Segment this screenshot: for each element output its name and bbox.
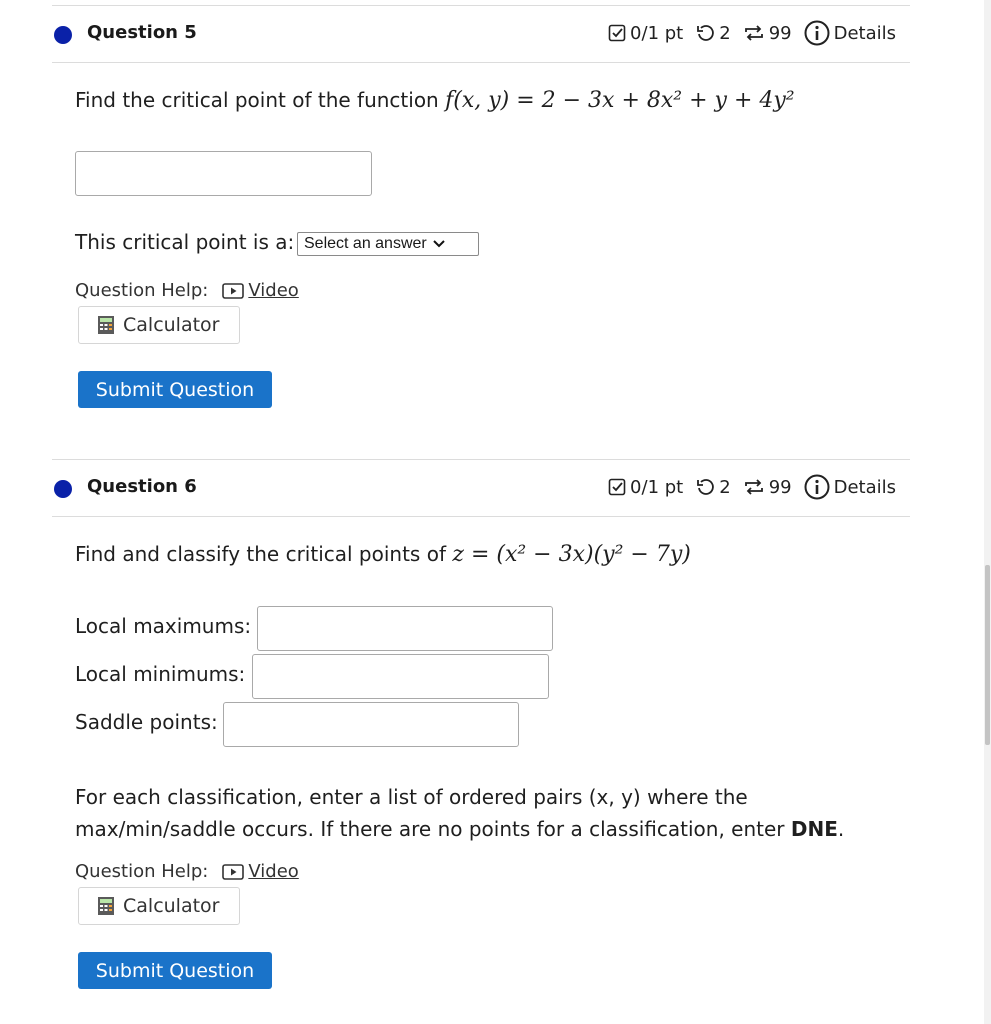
checkbox-icon — [608, 478, 626, 496]
dne-keyword: DNE — [790, 817, 838, 841]
status-dot — [54, 480, 72, 498]
info-icon — [804, 20, 830, 46]
classification-select[interactable]: Select an answer — [297, 232, 479, 256]
saddle-input[interactable] — [223, 702, 519, 747]
chevron-down-icon — [433, 240, 445, 248]
calculator-icon — [97, 315, 115, 335]
critical-point-input[interactable] — [75, 151, 372, 196]
question-title: Question 6 — [87, 476, 197, 497]
video-icon — [222, 864, 244, 880]
question-5-prompt: Find the critical point of the function f(x, y) = 2 − 3x + 8x² + y + 4y² — [75, 88, 795, 113]
details-button[interactable]: Details — [804, 20, 896, 46]
details-button[interactable]: Details — [804, 474, 896, 500]
points-indicator: 0/1 pt — [608, 23, 683, 44]
video-link[interactable]: Video — [222, 280, 298, 301]
local-max-label: Local maximums: — [75, 614, 252, 638]
attempts-indicator: 99 — [743, 477, 792, 498]
question-help: Question Help: Video — [75, 280, 299, 301]
question-6-header — [52, 459, 910, 517]
question-5-header — [52, 5, 910, 63]
submit-button[interactable]: Submit Question — [78, 952, 272, 989]
calculator-button[interactable]: Calculator — [78, 887, 240, 925]
retries-indicator: 2 — [695, 477, 730, 498]
retries-indicator: 2 — [695, 23, 730, 44]
local-min-label: Local minimums: — [75, 662, 246, 686]
scrollbar-thumb[interactable] — [985, 565, 990, 745]
classification-label: This critical point is a: — [75, 230, 295, 254]
question-meta — [600, 20, 896, 46]
question-help: Question Help: Video — [75, 861, 299, 882]
calculator-icon — [97, 896, 115, 916]
status-dot — [54, 26, 72, 44]
scrollbar-track[interactable] — [984, 0, 991, 1024]
undo-icon — [695, 477, 715, 497]
instructions: For each classification, enter a list of ordered pairs (x, y) where the max/min/saddle occurs. If there are no points for a classification, enter DNE. — [75, 785, 845, 841]
local-min-input[interactable] — [252, 654, 549, 699]
local-max-input[interactable] — [257, 606, 553, 651]
question-6-prompt: Find and classify the critical points of z = (x² − 3x)(y² − 7y) — [75, 542, 691, 567]
attempts-indicator: 99 — [743, 23, 792, 44]
undo-icon — [695, 23, 715, 43]
question-title: Question 5 — [87, 22, 197, 43]
function-expression: z = (x² − 3x)(y² − 7y) — [452, 542, 691, 567]
saddle-label: Saddle points: — [75, 710, 218, 734]
repeat-icon — [743, 23, 765, 43]
calculator-button[interactable]: Calculator — [78, 306, 240, 344]
video-icon — [222, 283, 244, 299]
question-meta — [600, 474, 896, 500]
info-icon — [804, 474, 830, 500]
checkbox-icon — [608, 24, 626, 42]
video-link[interactable]: Video — [222, 861, 298, 882]
repeat-icon — [743, 477, 765, 497]
points-indicator: 0/1 pt — [608, 477, 683, 498]
function-expression: f(x, y) = 2 − 3x + 8x² + y + 4y² — [445, 88, 795, 113]
submit-button[interactable]: Submit Question — [78, 371, 272, 408]
